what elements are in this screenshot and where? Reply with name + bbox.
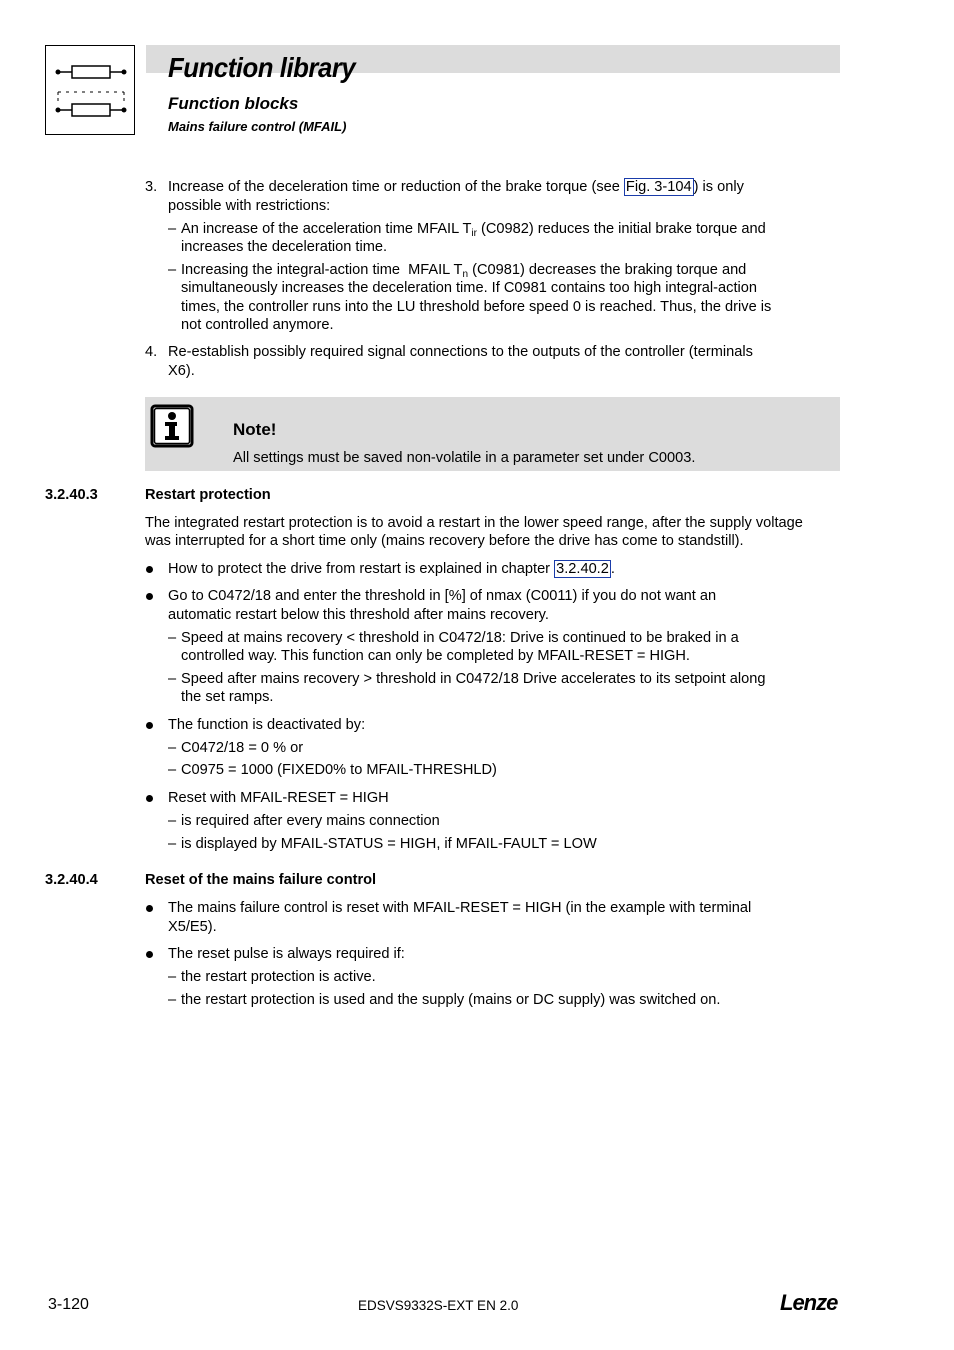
dash-item-text: controlled way. This function can only be completed by MFAIL-RESET = HIGH. [181, 648, 690, 664]
figure-link[interactable]: Fig. 3-104 [625, 179, 692, 195]
dash-marker: – [168, 813, 177, 829]
bullet-marker [146, 722, 153, 729]
text-span: (C0981) decreases the braking torque and [468, 262, 747, 278]
text-span: Increase of the deceleration time or reduction of the brake torque (see [168, 179, 624, 195]
subscript: ir [471, 228, 477, 239]
dash-item-text: the set ramps. [181, 689, 274, 705]
bullet-item-text: The mains failure control is reset with MFAIL-RESET = HIGH (in the example with terminal [168, 900, 752, 916]
list-item-text: possible with restrictions: [168, 198, 331, 214]
text-span: ) is only [693, 179, 744, 195]
dash-item-text: C0975 = 1000 (FIXED0% to MFAIL-THRESHLD) [181, 762, 497, 778]
list-number: 4. [145, 344, 158, 360]
dash-item-text: C0472/18 = 0 % or [181, 740, 304, 756]
bullet-marker [146, 795, 153, 802]
dash-item-text [181, 261, 746, 280]
page-number: 3-120 [48, 1296, 89, 1313]
section-number: 3.2.40.4 [45, 872, 98, 888]
text-span: Increasing the integral-action time MFAIL T [181, 262, 463, 278]
bullet-marker [146, 951, 153, 958]
dash-item-text: the restart protection is used and the supply (mains or DC supply) was switched on. [181, 992, 721, 1008]
dash-marker: – [168, 762, 177, 778]
bullet-marker [146, 905, 153, 912]
dash-item-text: the restart protection is active. [181, 969, 376, 985]
note-title: Note! [233, 420, 277, 439]
dash-item-text: simultaneously increases the deceleration time. If C0981 contains too high integral-action [181, 280, 757, 296]
paragraph-line: was interrupted for a short time only (mains recovery before the drive has come to standstill). [145, 533, 744, 549]
page-title: Function library [168, 52, 356, 83]
section-title: Restart protection [145, 487, 271, 503]
dash-marker: – [168, 221, 177, 237]
info-icon [150, 404, 194, 448]
bullet-item-text: The reset pulse is always required if: [168, 946, 405, 962]
list-item-text: Re-establish possibly required signal connections to the outputs of the controller (terminals [168, 344, 753, 360]
document-id: EDSVS9332S-EXT EN 2.0 [358, 1298, 519, 1313]
page-subtitle: Function blocks [168, 94, 299, 113]
dash-marker: – [168, 969, 177, 985]
subscript: n [462, 269, 469, 280]
list-item-text: X6). [168, 363, 195, 379]
list-item-text [168, 178, 744, 197]
bullet-item-text: Reset with MFAIL-RESET = HIGH [168, 790, 389, 806]
dash-marker: – [168, 836, 177, 852]
dash-item-text: Speed at mains recovery < threshold in C0472/18: Drive is continued to be braked in a [181, 630, 739, 646]
bullet-item-text: The function is deactivated by: [168, 717, 366, 733]
bullet-item-text: automatic restart below this threshold after mains recovery. [168, 607, 549, 623]
dash-item-text: increases the deceleration time. [181, 239, 388, 255]
note-text: All settings must be saved non-volatile in a parameter set under C0003. [233, 450, 696, 466]
dash-marker: – [168, 671, 177, 687]
dash-item-text: times, the controller runs into the LU threshold before speed 0 is reached. Thus, the drive is [181, 299, 772, 315]
bullet-marker [146, 593, 153, 600]
dash-marker: – [168, 630, 177, 646]
dash-marker: – [168, 740, 177, 756]
dash-marker: – [168, 992, 177, 1008]
page-subsubtitle: Mains failure control (MFAIL) [168, 119, 347, 134]
list-number: 3. [145, 179, 158, 195]
bullet-item-text: Go to C0472/18 and enter the threshold in [%] of nmax (C0011) if you do not want an [168, 588, 717, 604]
chapter-link[interactable]: 3.2.40.2 [556, 561, 609, 577]
text-span: (C0982) reduces the initial brake torque and [476, 221, 766, 237]
bullet-item-text [168, 560, 615, 579]
section-title: Reset of the mains failure control [145, 872, 377, 888]
paragraph-line: The integrated restart protection is to avoid a restart in the lower speed range, after the supply voltage [145, 515, 803, 531]
brand-logo: Lenze [780, 1290, 838, 1315]
dash-item-text [181, 220, 766, 239]
dash-item-text: is required after every mains connection [181, 813, 440, 829]
dash-marker: – [168, 262, 177, 278]
dash-item-text: Speed after mains recovery > threshold in C0472/18 Drive accelerates to its setpoint along [181, 671, 766, 687]
dash-item-text: is displayed by MFAIL-STATUS = HIGH, if MFAIL-FAULT = LOW [181, 836, 597, 852]
function-block-diagram-icon [45, 45, 135, 135]
text-span: How to protect the drive from restart is explained in chapter [168, 561, 555, 577]
section-number: 3.2.40.3 [45, 487, 98, 503]
text-span: . [610, 561, 615, 577]
text-span: An increase of the acceleration time MFAIL T [181, 221, 472, 237]
bullet-marker [146, 566, 153, 573]
bullet-item-text: X5/E5). [168, 919, 217, 935]
dash-item-text: not controlled anymore. [181, 317, 334, 333]
